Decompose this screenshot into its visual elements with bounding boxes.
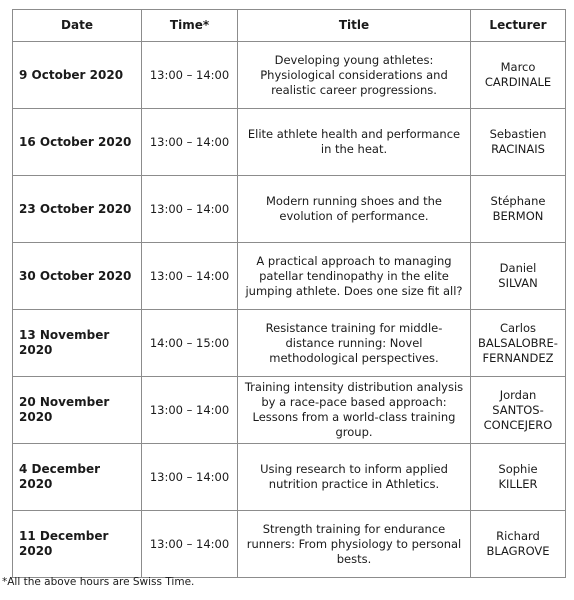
header-date: Date (13, 10, 142, 42)
cell-time: 14:00 – 15:00 (142, 310, 238, 377)
table-row (13, 310, 566, 377)
cell-title: Training intensity distribution analysis by a race-pace based approach: Lessons from a world-class training group. (238, 377, 471, 444)
lecturer-last-name: RACINAIS (491, 142, 545, 156)
cell-time: 13:00 – 14:00 (142, 444, 238, 511)
cell-time: 13:00 – 14:00 (142, 42, 238, 109)
cell-time: 13:00 – 14:00 (142, 511, 238, 578)
cell-title: Developing young athletes: Physiological considerations and realistic career progressions. (238, 42, 471, 109)
cell-date: 13 November 2020 (13, 310, 142, 377)
lecturer-first-name: Sebastien (489, 127, 547, 141)
cell-date: 20 November 2020 (13, 377, 142, 444)
table-row (13, 42, 566, 109)
cell-title: Modern running shoes and the evolution of performance. (238, 176, 471, 243)
lecturer-first-name: Marco (500, 60, 536, 74)
lecturer-last-name: CARDINALE (484, 75, 552, 89)
table-row (13, 511, 566, 578)
cell-title: Elite athlete health and performance in the heat. (238, 109, 471, 176)
lecturer-last-name: BERMON (492, 209, 544, 223)
header-lecturer: Lecturer (471, 10, 566, 42)
table-header-row (13, 10, 566, 42)
table-row (13, 377, 566, 444)
header-title: Title (238, 10, 471, 42)
cell-lecturer (471, 444, 566, 511)
table-row (13, 444, 566, 511)
cell-time: 13:00 – 14:00 (142, 176, 238, 243)
schedule-container (12, 9, 566, 578)
cell-date: 30 October 2020 (13, 243, 142, 310)
table-row (13, 109, 566, 176)
lecturer-first-name: Daniel (499, 261, 537, 275)
lecturer-last-name: KILLER (498, 477, 538, 491)
table-row (13, 176, 566, 243)
cell-lecturer (471, 511, 566, 578)
cell-date: 9 October 2020 (13, 42, 142, 109)
cell-time: 13:00 – 14:00 (142, 377, 238, 444)
footnote-swiss-time: *All the above hours are Swiss Time. (2, 576, 195, 588)
lecturer-first-name: Stéphane (490, 194, 546, 208)
cell-time: 13:00 – 14:00 (142, 243, 238, 310)
cell-title: Using research to inform applied nutrition practice in Athletics. (238, 444, 471, 511)
cell-title: Resistance training for middle-distance running: Novel methodological perspectives. (238, 310, 471, 377)
cell-time: 13:00 – 14:00 (142, 109, 238, 176)
cell-title: A practical approach to managing patellar tendinopathy in the elite jumping athlete. Does one size fit all? (238, 243, 471, 310)
lecturer-last-name: BALSALOBRE-FERNANDEZ (478, 335, 558, 365)
lecturer-first-name: Carlos (499, 320, 537, 335)
cell-lecturer (471, 42, 566, 109)
cell-lecturer (471, 176, 566, 243)
header-time: Time* (142, 10, 238, 42)
cell-date: 16 October 2020 (13, 109, 142, 176)
lecturer-last-name: SILVAN (498, 276, 538, 290)
cell-lecturer (471, 377, 566, 444)
cell-lecturer (471, 243, 566, 310)
cell-date: 4 December 2020 (13, 444, 142, 511)
lecturer-first-name: Richard (496, 529, 540, 543)
cell-date: 11 December 2020 (13, 511, 142, 578)
cell-lecturer (471, 310, 566, 377)
lecturer-last-name: BLAGROVE (486, 544, 550, 558)
lecture-schedule-table (12, 9, 566, 578)
cell-date: 23 October 2020 (13, 176, 142, 243)
cell-lecturer (471, 109, 566, 176)
lecturer-first-name: Sophie (498, 462, 538, 476)
table-row (13, 243, 566, 310)
lecturer-last-name: SANTOS-CONCEJERO (483, 402, 553, 432)
lecturer-first-name: Jordan (499, 387, 537, 402)
cell-title: Strength training for endurance runners: From physiology to personal bests. (238, 511, 471, 578)
